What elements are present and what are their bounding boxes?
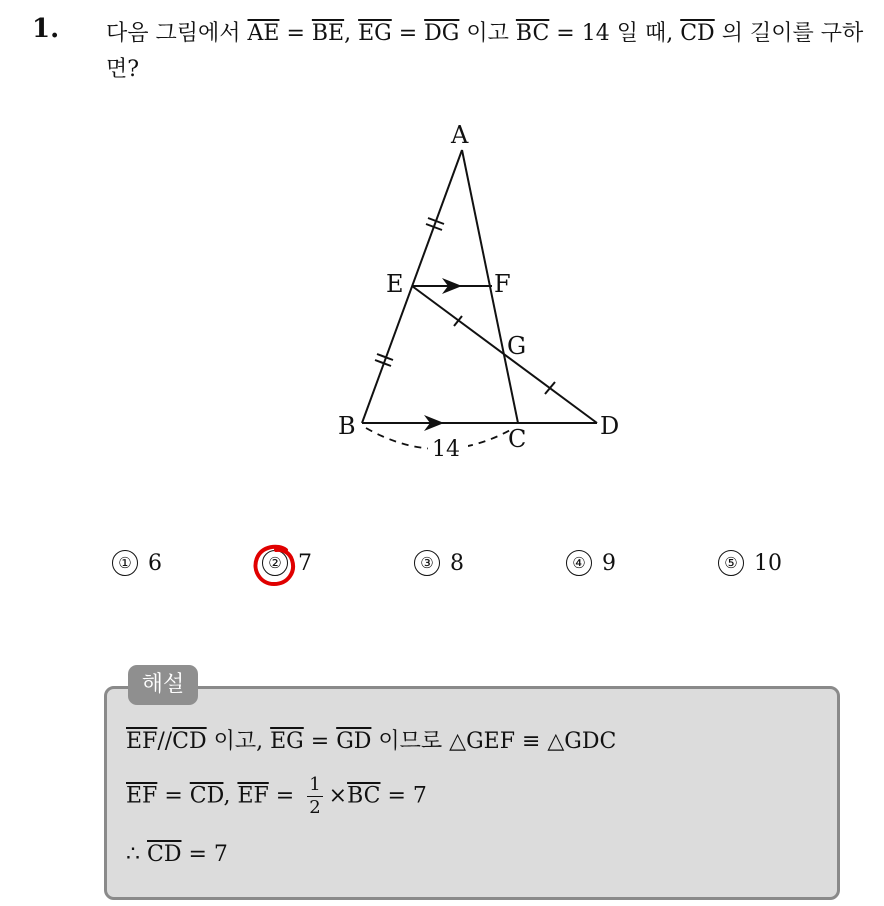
text: = 7 (181, 842, 228, 867)
segment: $\overline{BC}$ (347, 783, 381, 809)
choice-value: 6 (148, 550, 162, 576)
numerator: 1 (309, 774, 321, 795)
segment: $\overline{GD}$ (336, 729, 372, 754)
label-c: C (508, 425, 527, 453)
choice-value: 7 (298, 550, 312, 576)
segment-bc: $\overline{BC}$ (515, 21, 550, 46)
choice-3[interactable] (414, 550, 464, 576)
q-text-part: = (279, 21, 312, 46)
text: 이므로 △GEF ≡ △GDC (371, 729, 617, 754)
fraction-half (307, 774, 322, 819)
q-text-part: 다음 그림에서 (106, 21, 248, 46)
explanation-line-2 (126, 774, 427, 819)
segment: $\overline{EF}$ (126, 783, 158, 809)
label-g: G (507, 332, 527, 360)
text: × (328, 783, 348, 809)
text: // (157, 729, 173, 754)
segment: $\overline{CD}$ (147, 842, 182, 867)
choice-1[interactable] (112, 550, 162, 576)
label-14: 14 (432, 437, 460, 462)
choice-value: 10 (754, 550, 782, 576)
tick-gd (545, 382, 555, 394)
segment: $\overline{CD}$ (172, 729, 207, 754)
choice-5[interactable] (718, 550, 782, 576)
choice-value: 8 (450, 550, 464, 576)
q-text-part: = 14 일 때, (549, 21, 681, 46)
segment-eg: $\overline{EG}$ (358, 21, 392, 46)
segment-ae: $\overline{AE}$ (247, 21, 280, 46)
segment-dg: $\overline{DG}$ (424, 21, 460, 46)
text: = 7 (380, 783, 427, 809)
text: = (268, 783, 302, 809)
label-a: A (451, 121, 469, 149)
choice-number: ③ (414, 550, 440, 576)
segment-ed (412, 286, 597, 423)
choice-number: ⑤ (718, 550, 744, 576)
text: = (303, 729, 337, 754)
segment: $\overline{EG}$ (270, 729, 304, 754)
segment-cd: $\overline{CD}$ (680, 21, 715, 46)
segment: $\overline{EF}$ (237, 783, 269, 809)
text: = (157, 783, 190, 809)
label-d: D (600, 412, 620, 440)
answer-circle-mark (250, 542, 300, 590)
choice-value: 9 (602, 550, 616, 576)
q-text-part: = (391, 21, 425, 46)
label-f: F (494, 270, 511, 298)
explanation-tab: 해설 (128, 665, 198, 705)
label-e: E (386, 270, 404, 298)
explanation-line-1 (126, 724, 616, 755)
q-text-part: , (344, 21, 359, 46)
text: , (223, 783, 238, 809)
explanation-line-3 (126, 842, 228, 867)
choice-4[interactable] (566, 550, 616, 576)
choice-number: ② (262, 550, 288, 576)
q-text-part: 이고 (459, 21, 516, 46)
segment: $\overline{CD}$ (189, 783, 224, 809)
choice-number: ④ (566, 550, 592, 576)
choice-number: ① (112, 550, 138, 576)
segment: $\overline{EF}$ (126, 729, 158, 754)
text: 이고, (206, 729, 271, 754)
label-b: B (338, 412, 356, 440)
question-number: 1. (32, 14, 60, 44)
segment-be: $\overline{BE}$ (311, 21, 345, 46)
denominator: 2 (309, 797, 321, 818)
q-text-part: 의 길이를 구하면? (106, 21, 864, 82)
text: ∴ (126, 842, 147, 867)
